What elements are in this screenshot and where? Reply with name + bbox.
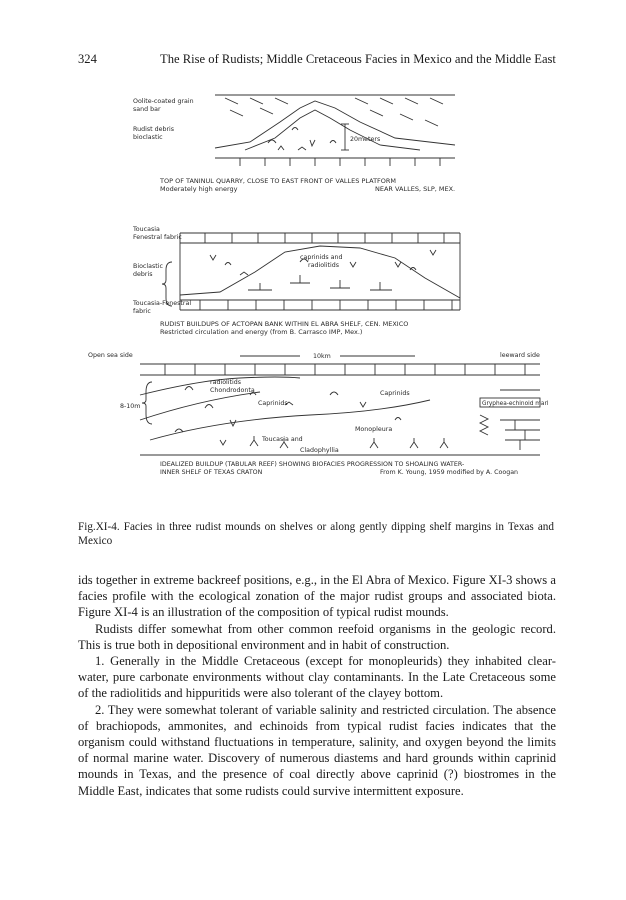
p1-caption: TOP OF TANINUL QUARRY, CLOSE TO EAST FRONT OF VALLES PLATFORM: [160, 177, 397, 185]
p1-caption-energy: Moderately high energy: [160, 185, 238, 193]
paragraph-2: Rudists differ somewhat from other common reefoid organisms in the geologic record. This is true both in depositional environment and in habit of construction.: [78, 621, 556, 652]
p1-label-oolite: Oolite-coated grain: [133, 98, 194, 105]
p3-caption-source: From K. Young, 1959 modified by A. Coogan: [380, 469, 519, 476]
p3-label-scale: 10km: [313, 353, 331, 360]
p1-label-rudist-debris: Rudist debris: [133, 126, 175, 133]
p2-label-toucasia: Toucasia: [133, 226, 160, 233]
page-number: 324: [78, 52, 97, 66]
running-header: [78, 50, 558, 68]
figure-caption: Fig.XI-4. Facies in three rudist mounds on shelves or along gently dipping shelf margins in Texas and Mexico: [78, 521, 554, 547]
panel-2-drawing: [162, 233, 460, 310]
p1-label-bioclastic: bioclastic: [133, 134, 163, 141]
p2-label-radiolitids: radiolitids: [308, 262, 340, 269]
p3-label-depth: 8-10m: [120, 403, 141, 410]
panel-3-drawing: [140, 356, 540, 455]
panel-1-drawing: [215, 95, 455, 166]
p3-caption-region: INNER SHELF OF TEXAS CRATON: [160, 469, 263, 476]
running-title: The Rise of Rudists; Middle Cretaceous Facies in Mexico and the Middle East: [160, 52, 556, 66]
paragraph-3: 1. Generally in the Middle Cretaceous (except for monopleurids) they inhabited clear-water, pure carbonate environments without clay contaminants. In the Late Cretaceous some of the radiolitids and hippuritids were also tolerant of the clayey bottom.: [78, 654, 556, 701]
p3-label-chondrodonta: Chondrodonta: [210, 387, 255, 394]
p1-label-sandbar: sand bar: [133, 106, 161, 113]
p1-label-scale: 20meters: [350, 136, 381, 143]
p2-caption-source: Restricted circulation and energy (from B. Carrasco IMP, Mex.): [160, 328, 363, 336]
p3-label-cladophyllia: Cladophyllia: [300, 447, 339, 454]
p2-caption: RUDIST BUILDUPS OF ACTOPAN BANK WITHIN EL ABRA SHELF, CEN. MEXICO: [160, 320, 409, 328]
p3-label-open-sea: Open sea side: [88, 352, 133, 359]
p3-label-leeward: leeward side: [500, 352, 540, 359]
p2-label-toucasia-fenestral: Toucasia-Fenestral: [133, 300, 192, 307]
p3-label-radiolitids: radiolitids: [210, 379, 242, 386]
paragraph-4: 2. They were somewhat tolerant of variable salinity and restricted circulation. The absence of brachiopods, ammonites, and echinoids from typical rudist facies indicates that the organism could withstand fluctuations in temperature, salinity, and oxygen beyond the limits of normal marine water. Discovery of numerous diastems and hard grounds within caprinid mounds in Texas, and the presence of coal directly above caprinid (?) biostromes in the Middle East, indicates that some rudists could survive intermittent exposure.: [78, 702, 556, 798]
p2-label-fabric: fabric: [133, 308, 151, 315]
p3-label-toucasia: Toucasia and: [262, 436, 303, 443]
p2-label-debris: debris: [133, 271, 153, 278]
p3-caption: IDEALIZED BUILDUP (TABULAR REEF) SHOWING BIOFACIES PROGRESSION TO SHOALING WATER-: [160, 461, 465, 468]
p1-caption-location: NEAR VALLES, SLP, MEX.: [375, 185, 456, 193]
paragraph-1: ids together in extreme backreef positions, e.g., in the El Abra of Mexico. Figure XI-3 shows a facies profile with the ecological zonation of the major rudist groups and associated biota. Figure XI-4 is an illustration of the composition of typical rudist mounds.: [78, 573, 556, 620]
body-text: [78, 572, 556, 799]
p3-label-monopleura: Monopleura: [355, 426, 393, 433]
p3-label-caprinids-1: Caprinids: [258, 400, 288, 407]
p3-label-gryphea: Gryphea-echinoid marl: [482, 401, 549, 407]
p2-label-caprinids: caprinids and: [300, 254, 343, 261]
p2-label-fenestral: Fenestral fabric: [133, 234, 182, 241]
p3-label-caprinids-2: Caprinids: [380, 390, 410, 397]
p2-label-bioclastic: Bioclastic: [133, 263, 163, 270]
